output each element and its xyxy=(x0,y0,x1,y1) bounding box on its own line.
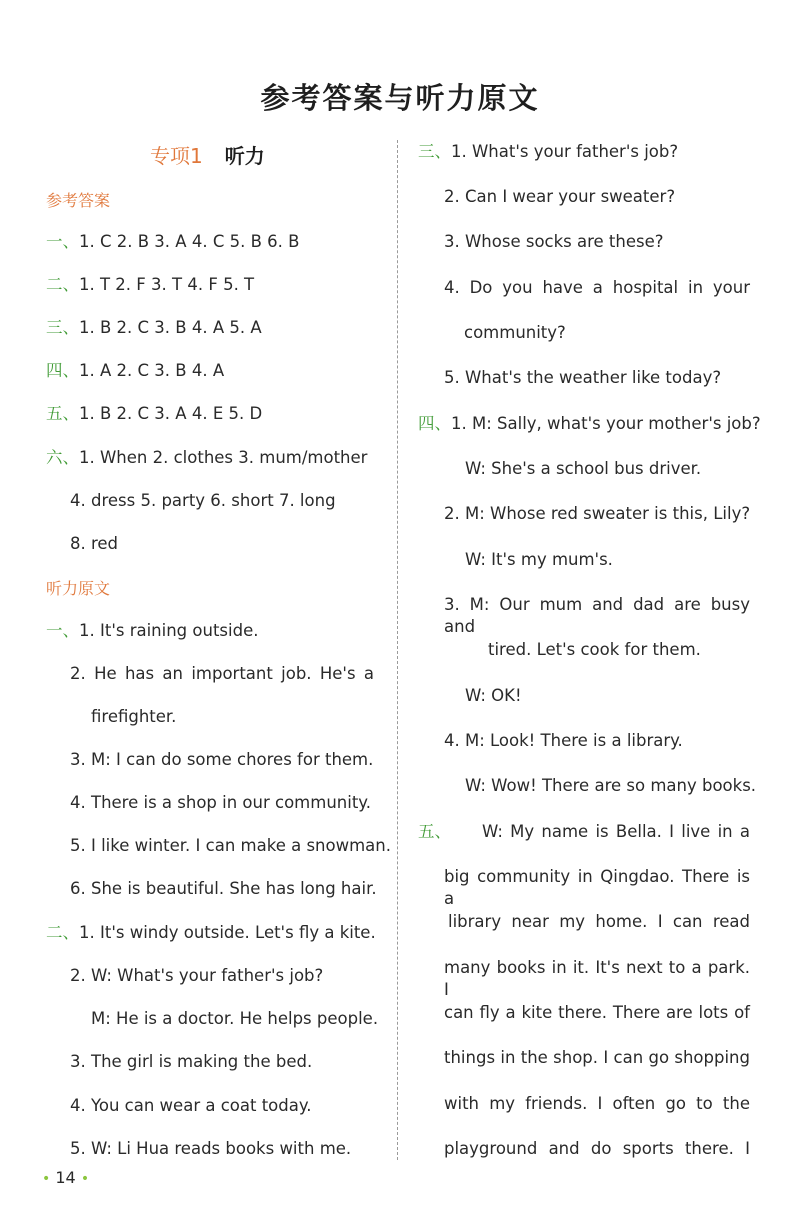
section-heading xyxy=(150,140,265,169)
transcript-line xyxy=(46,620,258,642)
transcript-line: 3. The girl is making the bed. xyxy=(70,1052,313,1071)
transcript-marker: 五、 xyxy=(418,822,451,841)
transcript-text: 1. What's your father's job? xyxy=(451,142,679,161)
transcript-line: community? xyxy=(464,323,566,342)
transcript-line: playground and do sports there. I xyxy=(444,1139,750,1158)
answer-line xyxy=(46,403,262,425)
transcript-line xyxy=(46,922,376,944)
answer-text: 4. dress 5. party 6. short 7. long xyxy=(70,491,336,510)
transcript-text: W: My name is Bella. I live in a xyxy=(482,822,750,841)
answer-marker: 六、 xyxy=(46,448,79,467)
section-number: 专项1 xyxy=(150,144,203,168)
transcript-line: 2. He has an important job. He's a xyxy=(70,664,374,683)
bullet-dot-icon: • xyxy=(80,1171,90,1187)
transcript-line: W: OK! xyxy=(465,686,522,705)
transcript-line: many books in it. It's next to a park. I xyxy=(444,958,750,999)
transcript-line: firefighter. xyxy=(91,707,177,726)
transcript-heading: 听力原文 xyxy=(46,579,111,598)
answer-text: 1. When 2. clothes 3. mum/mother xyxy=(79,448,368,467)
answer-text: 1. B 2. C 3. B 4. A 5. A xyxy=(79,318,262,337)
transcript-line: 5. What's the weather like today? xyxy=(444,368,722,387)
answer-line xyxy=(46,360,224,382)
answer-text: 8. red xyxy=(70,534,119,553)
transcript-line: 4. Do you have a hospital in your xyxy=(444,278,750,297)
answer-line xyxy=(46,231,299,253)
answers-heading: 参考答案 xyxy=(46,191,111,210)
transcript-line: 5. W: Li Hua reads books with me. xyxy=(70,1139,352,1158)
transcript-line: 3. M: I can do some chores for them. xyxy=(70,750,374,769)
answer-text: 1. C 2. B 3. A 4. C 5. B 6. B xyxy=(79,232,300,251)
answer-marker: 三、 xyxy=(46,318,79,337)
answer-text: 1. T 2. F 3. T 4. F 5. T xyxy=(79,275,255,294)
page-number xyxy=(42,1168,89,1187)
column-divider xyxy=(397,140,398,1160)
transcript-line xyxy=(418,413,761,435)
transcript-line: 3. Whose socks are these? xyxy=(444,232,664,251)
transcript-text: 1. It's windy outside. Let's fly a kite. xyxy=(79,923,376,942)
transcript-text: 1. It's raining outside. xyxy=(79,621,259,640)
transcript-line: 4. M: Look! There is a library. xyxy=(444,731,683,750)
transcript-line: 4. There is a shop in our community. xyxy=(70,793,371,812)
transcript-line: W: Wow! There are so many books. xyxy=(465,776,757,795)
transcript-text: 1. M: Sally, what's your mother's job? xyxy=(451,414,761,433)
transcript-line: library near my home. I can read xyxy=(448,912,750,931)
answer-marker: 一、 xyxy=(46,232,79,251)
transcript-line xyxy=(418,821,750,843)
answer-line xyxy=(70,533,118,555)
transcript-marker: 四、 xyxy=(418,414,451,433)
answer-line xyxy=(46,447,367,469)
answer-text: 1. B 2. C 3. A 4. E 5. D xyxy=(79,404,263,423)
transcript-marker: 二、 xyxy=(46,923,79,942)
bullet-dot-icon: • xyxy=(42,1171,51,1187)
transcript-line: big community in Qingdao. There is a xyxy=(444,867,750,908)
answer-line xyxy=(70,490,336,512)
transcript-line: 4. You can wear a coat today. xyxy=(70,1096,312,1115)
transcript-line: tired. Let's cook for them. xyxy=(488,640,701,659)
transcript-line: 2. M: Whose red sweater is this, Lily? xyxy=(444,504,751,523)
transcript-line: W: It's my mum's. xyxy=(465,550,613,569)
transcript-line: 5. I like winter. I can make a snowman. xyxy=(70,836,391,855)
transcript-marker: 一、 xyxy=(46,621,79,640)
answer-marker: 五、 xyxy=(46,404,79,423)
answer-line xyxy=(46,274,254,296)
answer-marker: 四、 xyxy=(46,361,79,380)
transcript-marker: 三、 xyxy=(418,142,451,161)
page-title: 参考答案与听力原文 xyxy=(260,81,540,115)
transcript-line: 6. She is beautiful. She has long hair. xyxy=(70,879,377,898)
transcript-line: 2. W: What's your father's job? xyxy=(70,966,324,985)
transcript-line xyxy=(418,141,678,163)
answer-line xyxy=(46,317,262,339)
transcript-line: M: He is a doctor. He helps people. xyxy=(91,1009,379,1028)
transcript-line: 2. Can I wear your sweater? xyxy=(444,187,676,206)
transcript-line: with my friends. I often go to the xyxy=(444,1094,750,1113)
section-name: 听力 xyxy=(224,144,265,168)
transcript-line: can fly a kite there. There are lots of xyxy=(444,1003,750,1022)
transcript-line: 3. M: Our mum and dad are busy and xyxy=(444,595,750,636)
answer-text: 1. A 2. C 3. B 4. A xyxy=(79,361,225,380)
page-number-text: 14 xyxy=(55,1168,76,1187)
transcript-line: W: She's a school bus driver. xyxy=(465,459,702,478)
transcript-line: things in the shop. I can go shopping xyxy=(444,1048,750,1067)
answer-marker: 二、 xyxy=(46,275,79,294)
